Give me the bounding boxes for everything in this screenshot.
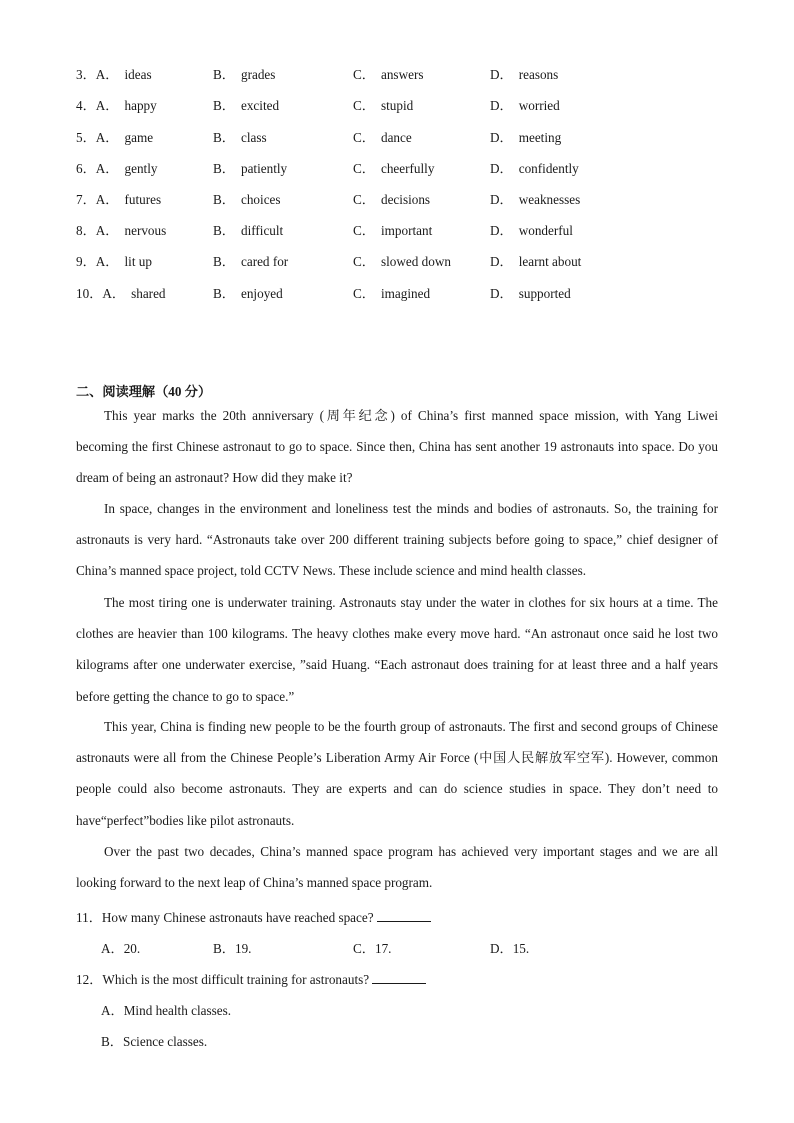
option-text: nervous (124, 223, 167, 238)
option-text: gently (124, 161, 158, 176)
option-letter: B． (213, 254, 235, 269)
option-letter: B． (213, 161, 235, 176)
option-text: dance (380, 130, 412, 145)
option-letter: B． (213, 192, 235, 207)
passage-paragraph-5: Over the past two decades, China’s manned space program has achieved very important stages and we are all looking forward to the next leap of China’s manned space program. (76, 844, 718, 891)
option-text: worried (518, 98, 560, 113)
question-number: 9． (76, 254, 96, 269)
option-letter: B． (213, 223, 235, 238)
passage-paragraph-3: The most tiring one is underwater training. Astronauts stay under the water in clothes for six hours at a time. The clothes are heavier than 100 kilograms. The heavy clothes make every move hard. “An astronaut once said he lost two kilograms after one underwater exercise, ”said Huang. “Each astronaut does training for at least three and a half years before getting the chance to go to space.” (76, 595, 718, 704)
option-letter: B． (213, 286, 235, 301)
option-c[interactable] (353, 64, 423, 83)
option-text: shared (131, 286, 166, 301)
option-text: excited (240, 98, 280, 113)
option-d[interactable] (490, 158, 579, 177)
option-text: wonderful (518, 223, 573, 238)
option-text: choices (240, 192, 281, 207)
option-c[interactable] (353, 251, 451, 270)
option-text: learnt about (518, 254, 582, 269)
option-b[interactable] (213, 95, 279, 114)
option-text: lit up (124, 254, 152, 269)
option-letter: A． (95, 223, 119, 238)
option-letter: C． (353, 223, 375, 238)
option-d[interactable] (490, 95, 560, 114)
cloze-question-row (76, 189, 736, 209)
passage-paragraph-1: This year marks the 20th anniversary (周年纪念) of China’s first manned space mission, with Yang Liwei becoming the first Chinese astronaut to go to space. Since then, China has sent another 19 astronauts into space. Do you dream of being an astronaut? How did they make it? (76, 408, 718, 486)
option-text: futures (124, 192, 162, 207)
question-number: 7． (76, 192, 96, 207)
question-number: 4． (76, 98, 96, 113)
option-letter: A． (95, 192, 119, 207)
option-c[interactable] (353, 283, 430, 302)
option-letter: C． (353, 286, 375, 301)
option-text: meeting (518, 130, 562, 145)
option-b[interactable] (213, 283, 283, 302)
option-a[interactable] (76, 283, 166, 302)
option-text: imagined (380, 286, 431, 301)
option-letter: A． (95, 67, 119, 82)
question-number: 3． (76, 67, 96, 82)
question-number: 11． (76, 910, 102, 925)
question-12 (76, 969, 426, 988)
option-a[interactable] (76, 64, 152, 83)
option-c[interactable]: C．17. (353, 941, 392, 956)
option-a[interactable] (76, 158, 157, 177)
option-b[interactable] (213, 220, 283, 239)
option-letter: D． (490, 286, 513, 301)
option-text: answers (380, 67, 424, 82)
option-text: reasons (518, 67, 559, 82)
option-d[interactable] (490, 220, 573, 239)
question-number: 6． (76, 161, 96, 176)
option-text: supported (518, 286, 571, 301)
cloze-question-row (76, 220, 736, 240)
option-text: slowed down (380, 254, 451, 269)
option-letter: A． (95, 98, 119, 113)
option-a[interactable] (76, 220, 166, 239)
passage-paragraph-2: In space, changes in the environment and loneliness test the minds and bodies of astronauts. So, the training for astronauts is very hard. “Astronauts take over 200 different training subjects before going to space,” chief designer of China’s manned space project, told CCTV News. These include science and mind health classes. (76, 501, 718, 579)
option-text: cared for (240, 254, 289, 269)
option-b[interactable] (213, 251, 288, 270)
option-c[interactable] (353, 220, 432, 239)
option-d[interactable] (490, 251, 581, 270)
question-number: 10． (76, 286, 103, 301)
option-letter: A． (95, 130, 119, 145)
option-a[interactable] (76, 95, 157, 114)
option-d[interactable] (490, 283, 571, 302)
option-letter: A． (95, 254, 119, 269)
option-c[interactable] (353, 158, 434, 177)
answer-blank[interactable] (377, 909, 431, 922)
option-b[interactable] (213, 189, 281, 208)
option-d[interactable] (490, 64, 558, 83)
cloze-question-row (76, 95, 736, 115)
option-c[interactable] (353, 127, 412, 146)
option-letter: C． (353, 161, 375, 176)
passage-paragraph-4: This year, China is finding new people to be the fourth group of astronauts. The first and second groups of Chinese astronauts were all from the Chinese People’s Liberation Army Air Force (中国人民解放军空军). However, common people could also become astronauts. They are experts and can do science studies in space. They don’t need to have“perfect”bodies like pilot astronauts. (76, 719, 718, 828)
option-letter: C． (353, 130, 375, 145)
question-number: 12． (76, 972, 103, 987)
cloze-question-row (76, 158, 736, 178)
question-number: 8． (76, 223, 96, 238)
option-letter: C． (353, 254, 375, 269)
cloze-question-row (76, 251, 736, 271)
answer-blank[interactable] (372, 971, 426, 984)
option-d[interactable] (490, 189, 580, 208)
question-text: Which is the most difficult training for astronauts? (102, 972, 370, 987)
option-text: important (380, 223, 433, 238)
option-d[interactable]: D．15. (490, 941, 530, 956)
option-letter: D． (490, 254, 513, 269)
option-a[interactable] (76, 127, 153, 146)
option-letter: D． (490, 130, 513, 145)
option-text: weaknesses (518, 192, 581, 207)
option-c[interactable] (353, 95, 413, 114)
option-letter: D． (490, 98, 513, 113)
cloze-question-row (76, 283, 736, 303)
question-text: How many Chinese astronauts have reached space? (101, 910, 374, 925)
section-title: 二、阅读理解（40 分） (76, 384, 212, 399)
cloze-question-row (76, 127, 736, 147)
option-letter: C． (353, 192, 375, 207)
option-letter: A． (95, 161, 119, 176)
option-letter: A． (102, 286, 126, 301)
option-text: stupid (380, 98, 414, 113)
option-text: game (124, 130, 154, 145)
option-b[interactable] (213, 64, 275, 83)
option-text: decisions (380, 192, 431, 207)
option-text: grades (240, 67, 276, 82)
option-text: enjoyed (240, 286, 283, 301)
option-text: confidently (518, 161, 579, 176)
option-b[interactable] (213, 158, 287, 177)
option-text: ideas (124, 67, 152, 82)
question-11 (76, 907, 431, 926)
option-d[interactable] (490, 127, 561, 146)
option-b[interactable] (213, 127, 267, 146)
option-a[interactable]: A．20. (101, 941, 141, 956)
option-a[interactable]: A．Mind health classes. (101, 1003, 232, 1018)
question-number: 5． (76, 130, 96, 145)
option-b[interactable]: B．Science classes. (101, 1034, 208, 1049)
option-letter: D． (490, 161, 513, 176)
option-letter: C． (353, 98, 375, 113)
option-a[interactable] (76, 189, 161, 208)
option-letter: B． (213, 98, 235, 113)
option-letter: D． (490, 67, 513, 82)
option-a[interactable] (76, 251, 152, 270)
option-text: difficult (240, 223, 284, 238)
option-text: patiently (240, 161, 288, 176)
option-letter: B． (213, 130, 235, 145)
option-letter: C． (353, 67, 375, 82)
option-b[interactable]: B．19. (213, 941, 252, 956)
cloze-question-row (76, 64, 736, 84)
option-text: cheerfully (380, 161, 435, 176)
option-letter: B． (213, 67, 235, 82)
option-letter: D． (490, 192, 513, 207)
option-letter: D． (490, 223, 513, 238)
option-text: class (240, 130, 267, 145)
option-c[interactable] (353, 189, 430, 208)
option-text: happy (124, 98, 157, 113)
